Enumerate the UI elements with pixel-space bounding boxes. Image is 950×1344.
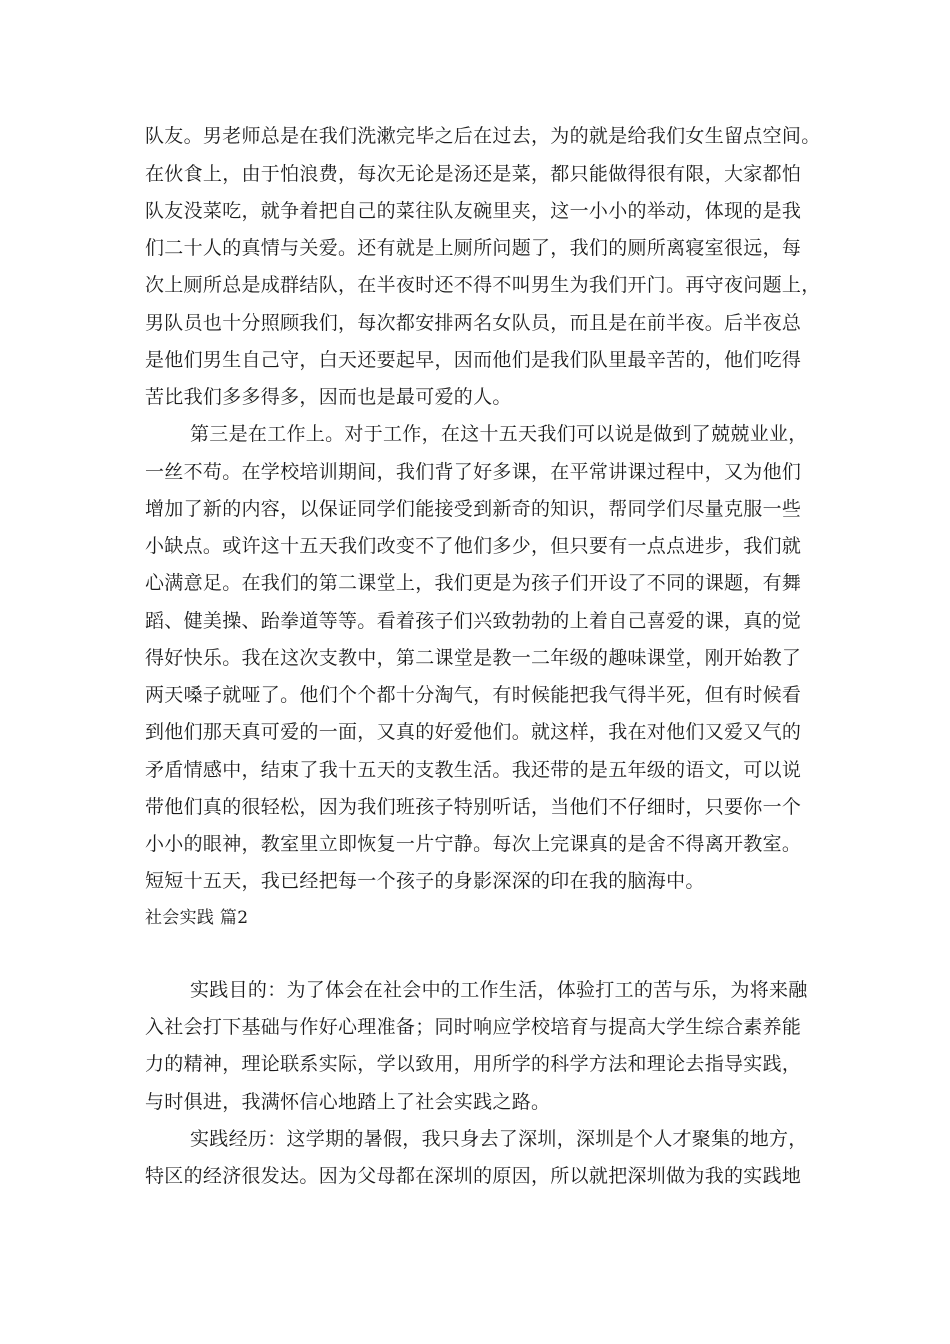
paragraph-first-line: 第三是在工作上。对于工作，在这十五天我们可以说是做到了兢兢业业， [190,423,808,445]
text-line: 增加了新的内容，以保证同学们能接受到新奇的知识，帮同学们尽量克服一些 [145,498,802,520]
paragraph-first-line: 实践目的：为了体会在社会中的工作生活，体验打工的苦与乐，为将来融 [190,979,808,1001]
text-line: 小小的眼神，教室里立即恢复一片宁静。每次上完课真的是舍不得离开教室。 [145,833,802,855]
text-line: 次上厕所总是成群结队，在半夜时还不得不叫男生为我们开门。再守夜问题上， [145,274,821,296]
text-line: 队友。男老师总是在我们洗漱完毕之后在过去，为的就是给我们女生留点空间。 [145,125,821,147]
paragraph-first-line: 实践经历：这学期的暑假，我只身去了深圳，深圳是个人才聚集的地方， [190,1128,808,1150]
text-line: 一丝不苟。在学校培训期间，我们背了好多课，在平常讲课过程中，又为他们 [145,461,802,483]
text-line: 矛盾情感中，结束了我十五天的支教生活。我还带的是五年级的语文，可以说 [145,759,802,781]
text-line: 特区的经济很发达。因为父母都在深圳的原因，所以就把深圳做为我的实践地 [145,1165,802,1187]
text-line: 男队员也十分照顾我们，每次都安排两名女队员，而且是在前半夜。后半夜总 [145,312,802,334]
text-line: 小缺点。或许这十五天我们改变不了他们多少，但只要有一点点进步，我们就 [145,535,802,557]
text-line: 力的精神，理论联系实际，学以致用，用所学的科学方法和理论去指导实践， [145,1053,802,1075]
text-line: 蹈、健美操、跆拳道等等。看着孩子们兴致勃勃的上着自己喜爱的课，真的觉 [145,610,802,632]
text-line: 在伙食上，由于怕浪费，每次无论是汤还是菜，都只能做得很有限，大家都怕 [145,163,802,185]
text-line: 入社会打下基础与作好心理准备；同时响应学校培育与提高大学生综合素养能 [145,1016,802,1038]
text-line: 苦比我们多多得多，因而也是最可爱的人。 [145,386,512,408]
text-line: 心满意足。在我们的第二课堂上，我们更是为孩子们开设了不同的课题，有舞 [145,572,802,594]
text-line: 短短十五天，我已经把每一个孩子的身影深深的印在我的脑海中。 [145,870,705,892]
text-line: 队友没菜吃，就争着把自己的菜往队友碗里夹，这一小小的举动，体现的是我 [145,200,802,222]
text-line: 们二十人的真情与关爱。还有就是上厕所问题了，我们的厕所离寝室很远，每 [145,237,802,259]
text-line: 到他们那天真可爱的一面，又真的好爱他们。就这样，我在对他们又爱又气的 [145,721,802,743]
text-line: 两天嗓子就哑了。他们个个都十分淘气，有时候能把我气得半死，但有时候看 [145,684,802,706]
text-line: 得好快乐。我在这次支教中，第二课堂是教一二年级的趣味课堂，刚开始教了 [145,647,802,669]
text-line: 是他们男生自己守，白天还要起早，因而他们是我们队里最辛苦的，他们吃得 [145,349,802,371]
text-line: 与时俱进，我满怀信心地踏上了社会实践之路。 [145,1091,551,1113]
text-line: 带他们真的很轻松，因为我们班孩子特别听话，当他们不仔细时，只要你一个 [145,796,802,818]
section-heading: 社会实践 篇2 [145,908,249,928]
